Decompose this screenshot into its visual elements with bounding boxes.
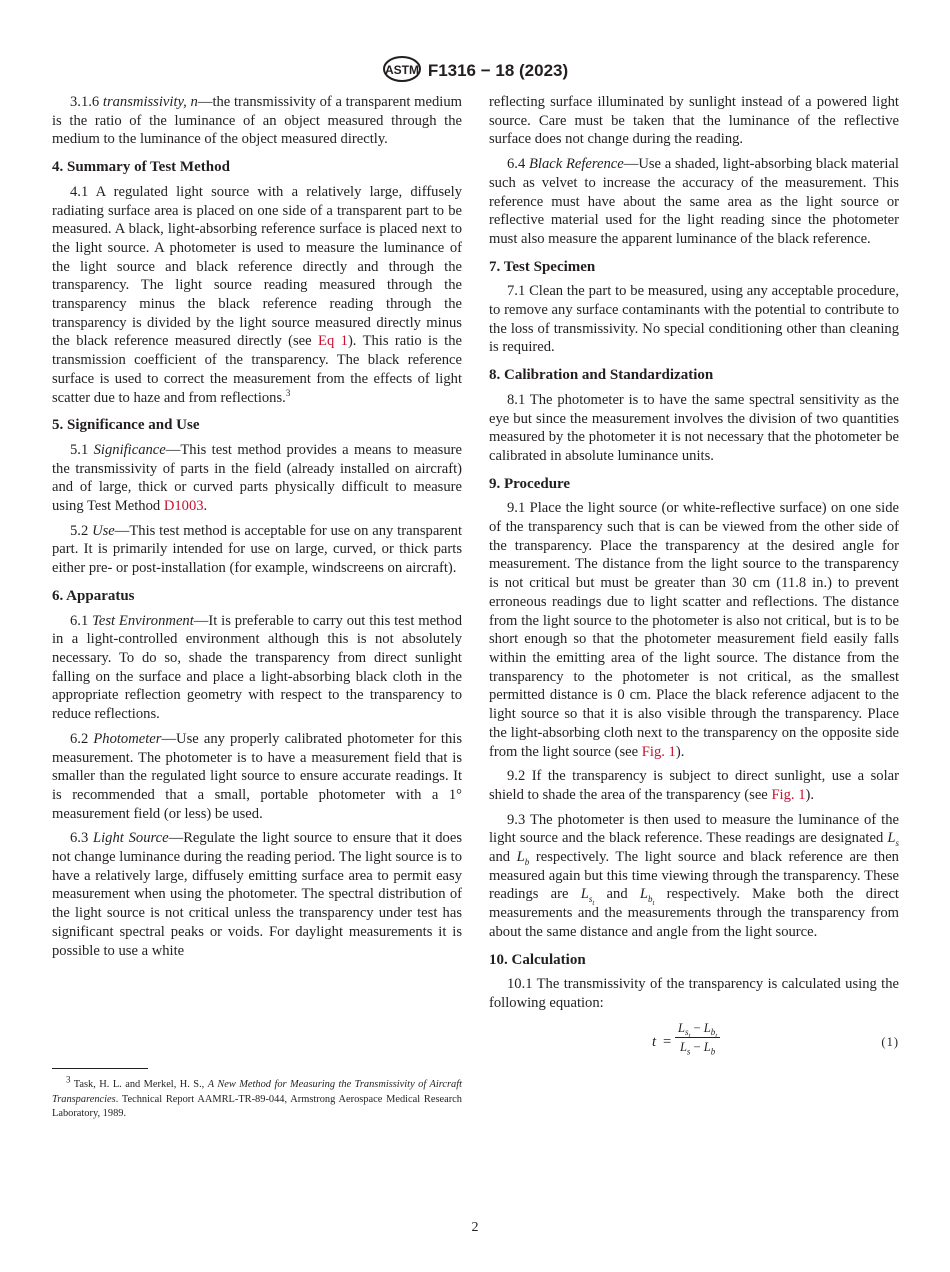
text-run: 6.4 [507, 156, 529, 173]
text-run: 4. Summary of Test Method [52, 159, 230, 176]
footnote-ref[interactable]: 3 [285, 387, 291, 398]
text-run: —It is preferable to carry out this test method in a light-controlled environment although this is not absolutely necessary. To do so, shade the transparency from direct sunlight falling on the surface and place a light-absorbing black cloth in the appropriate reflection geometry with respect to the transparency to reduce reflections. [52, 612, 463, 723]
text-run: 4.1 A regulated light source with a relatively large, diffusely radiating surface area is placed on one side of a transparent part to be measured. A black, light-absorbing reference surface is placed next to the light source. A photometer is used to measure the luminance of the light source and black reference directly and through the transparency. The light source reading measured through the transparency minus the black reference reading through the transparency is divided by the light source measured directly minus the black reference measured directly (see [52, 183, 462, 350]
paragraph [52, 441, 462, 516]
text-run: . [203, 498, 208, 515]
text-run: —the transmissivity of a transparent medium is the ratio of the luminance of an object measured through the medium to the luminance of the object measured directly. [52, 94, 462, 148]
text-run: 8.1 The photometer is to have the same spectral sensitivity as the eye but since the measurement involves the division of two quantities measured by the photometer it is not necessary that the photometer be calibrated in absolute luminance units. [489, 391, 899, 464]
math-symbol: $L_s$ [887, 830, 899, 849]
section-heading [52, 416, 462, 435]
text-run: —Use any properly calibrated photometer for this measurement. The photometer is to have a measurement field that is smaller than the regulated light source to ensure accurate readings. It is recommended that a small, portable photometer with a 1° measurement field (or less) be used. [52, 730, 462, 822]
text-run: and [594, 886, 640, 903]
reference-link[interactable]: Fig. 1 [771, 786, 806, 803]
text-run: respectively. The light source and black reference are then measured again but this time viewing through the transparency. These readings are [489, 849, 899, 903]
text-run: and [489, 849, 517, 866]
text-run: 9.2 If the transparency is subject to direct sunlight, use a solar shield to shade the area of the transparency (see [489, 768, 899, 803]
text-run: ). [675, 743, 685, 760]
text-run: —Regulate the light source to ensure that it does not change luminance during the reading period. The light source is to have a relatively large, diffusely emitting surface area to permit easy measurement when using the photometer. The spectral distribution of the light source is not critical unless the transparency under test has significant spectral peaks or voids. For daylight measurements it is possible to use a white [52, 830, 463, 959]
astm-logo-icon [382, 56, 422, 87]
text-run: 5.2 [70, 522, 93, 539]
eq-sign: = [663, 1033, 672, 1050]
text-run: —This test method is acceptable for use on any transparent part. It is primarily intended for use on large, curved, or thick parts either pre- or post-installation (for example, windscreens on aircraft). [52, 522, 462, 577]
math-symbol: $L_{b_t}$ [639, 886, 655, 908]
reference-link[interactable]: Fig. 1 [641, 743, 676, 760]
text-run: —Use a shaded, light-absorbing black material such as velvet to increase the accuracy of the measurement. This reference must have about the same area as the light source or reflective material used for the light reading since the photometer must also measure the apparent luminance of the black reference. [489, 156, 899, 247]
section-heading [489, 475, 899, 494]
italic-term: Test Environment [92, 612, 194, 629]
text-run: 7. Test Specimen [489, 258, 596, 275]
paragraph [52, 730, 462, 824]
eq-numerator: $L_{s_t} - L_{b_t}$ [675, 1019, 720, 1038]
paragraph [489, 282, 899, 357]
text-run: respectively. Make both the direct measurements and the measurements through the transparency from about the same distance and angle from the light source. [489, 886, 899, 940]
paragraph [489, 93, 899, 149]
text-run: 8. Calibration and Standardization [489, 367, 714, 384]
paragraph [52, 612, 462, 724]
section-heading [489, 951, 899, 970]
eq-denominator: $L_s - L_b$ [679, 1039, 716, 1057]
footnote-3: $^3$ Task, H. L. and Merkel, H. S., A New Method for Measuring the Transmissivity of Aircraft Transparencies. Technical Report AAMRL-TR-89-044, Armstrong Aerospace Medical Research Laboratory, 1989. [52, 1074, 462, 1119]
left-column [52, 93, 462, 966]
paragraph [52, 183, 462, 407]
text-run: 3.1.6 [70, 94, 103, 110]
paragraph [52, 93, 462, 149]
text-run: 5. Significance and Use [52, 417, 200, 434]
paragraph [52, 829, 462, 960]
text-run: 9.3 The photometer is then used to measure the luminance of the light source and the black reference. These readings are designated [489, 811, 899, 847]
italic-term: Significance [93, 441, 166, 458]
section-heading [52, 158, 462, 177]
math-symbol: $L_b$ [516, 849, 530, 867]
svg-text:ASTM: ASTM [384, 63, 419, 77]
italic-term: transmissivity, n [102, 94, 198, 110]
text-run: —This test method provides a means to measure the transmissivity of parts in the field (already installed on aircraft) and of large, thick or curved parts physically difficult to measure using Test Method [52, 441, 463, 515]
reference-link[interactable]: Eq 1 [318, 333, 348, 350]
italic-term: Use [92, 522, 115, 539]
text-run: 6.2 [70, 730, 94, 747]
math-symbol: $L_{s_t}$ [580, 886, 595, 908]
text-run: 6.3 [70, 830, 94, 847]
eq-fraction [675, 1019, 720, 1056]
paragraph [489, 811, 899, 942]
text-run: 7.1 Clean the part to be measured, using any acceptable procedure, to remove any surface contaminants with the potential to contribute to the loss of transmissivity. No special conditioning other than cleaning is required. [489, 283, 899, 356]
paragraph [489, 155, 899, 249]
text-run: ). This ratio is the transmission coefficient of the transparency. The black reference surface is used to correct the measurement from the effects of light scatter due to haze and from reflections. [52, 333, 462, 406]
text-run: reflecting surface illuminated by sunlight instead of a powered light source. Care must be taken that the luminance of the reflective surface does not change during the reading. [489, 94, 899, 148]
paragraph [489, 391, 899, 466]
page-number: 2 [471, 1220, 479, 1235]
reference-link[interactable]: D1003 [163, 498, 204, 515]
equation-1 [489, 1019, 899, 1067]
right-column [489, 93, 899, 1067]
designation: F1316 − 18 (2023) [427, 60, 569, 80]
page-header [0, 56, 950, 87]
italic-term: Photometer [93, 730, 162, 747]
section-heading [489, 366, 899, 385]
text-run: 6.1 [70, 612, 93, 629]
italic-term: Light Source [93, 830, 169, 847]
text-run: 10.1 The transmissivity of the transparency is calculated using the following equation: [489, 976, 899, 1011]
paragraph [489, 767, 899, 804]
equation-number: (1) [881, 1034, 899, 1049]
text-run: 5.1 [70, 441, 94, 458]
text-run: 9. Procedure [489, 475, 571, 492]
paragraph [52, 522, 462, 578]
eq-lhs: t [652, 1033, 657, 1050]
paragraph [489, 975, 899, 1012]
text-run: ). [805, 786, 815, 803]
section-heading [52, 587, 462, 606]
footnote-rule [52, 1068, 148, 1069]
text-run: 6. Apparatus [52, 587, 135, 604]
text-run: 10. Calculation [489, 951, 586, 968]
italic-term: Black Reference [528, 156, 624, 173]
section-heading [489, 258, 899, 277]
text-run: 9.1 Place the light source (or white-reflective surface) on one side of the transparency such that is can be viewed from the other side of the transparency. Place the transparency at the desired angle for measurement. The distance from the light source to the transparency is not critical but must be greater than 30 cm (11.8 in.) to prevent erroneous readings due to light scatter and reflections. The distance from the light source to the photometer is also not critical, but is to be short enough so that the photometer measurement field easily falls within the emitting area of the light source. The distance from the transparency to the photometer is not critical, as the smallest permitted distance is 0 cm. Place the black reference adjacent to the light source so that it is also visible through the transparency. Place the light-absorbing cloth next to the transparency on the opposite side from the light source (see [489, 500, 899, 760]
paragraph [489, 499, 899, 761]
